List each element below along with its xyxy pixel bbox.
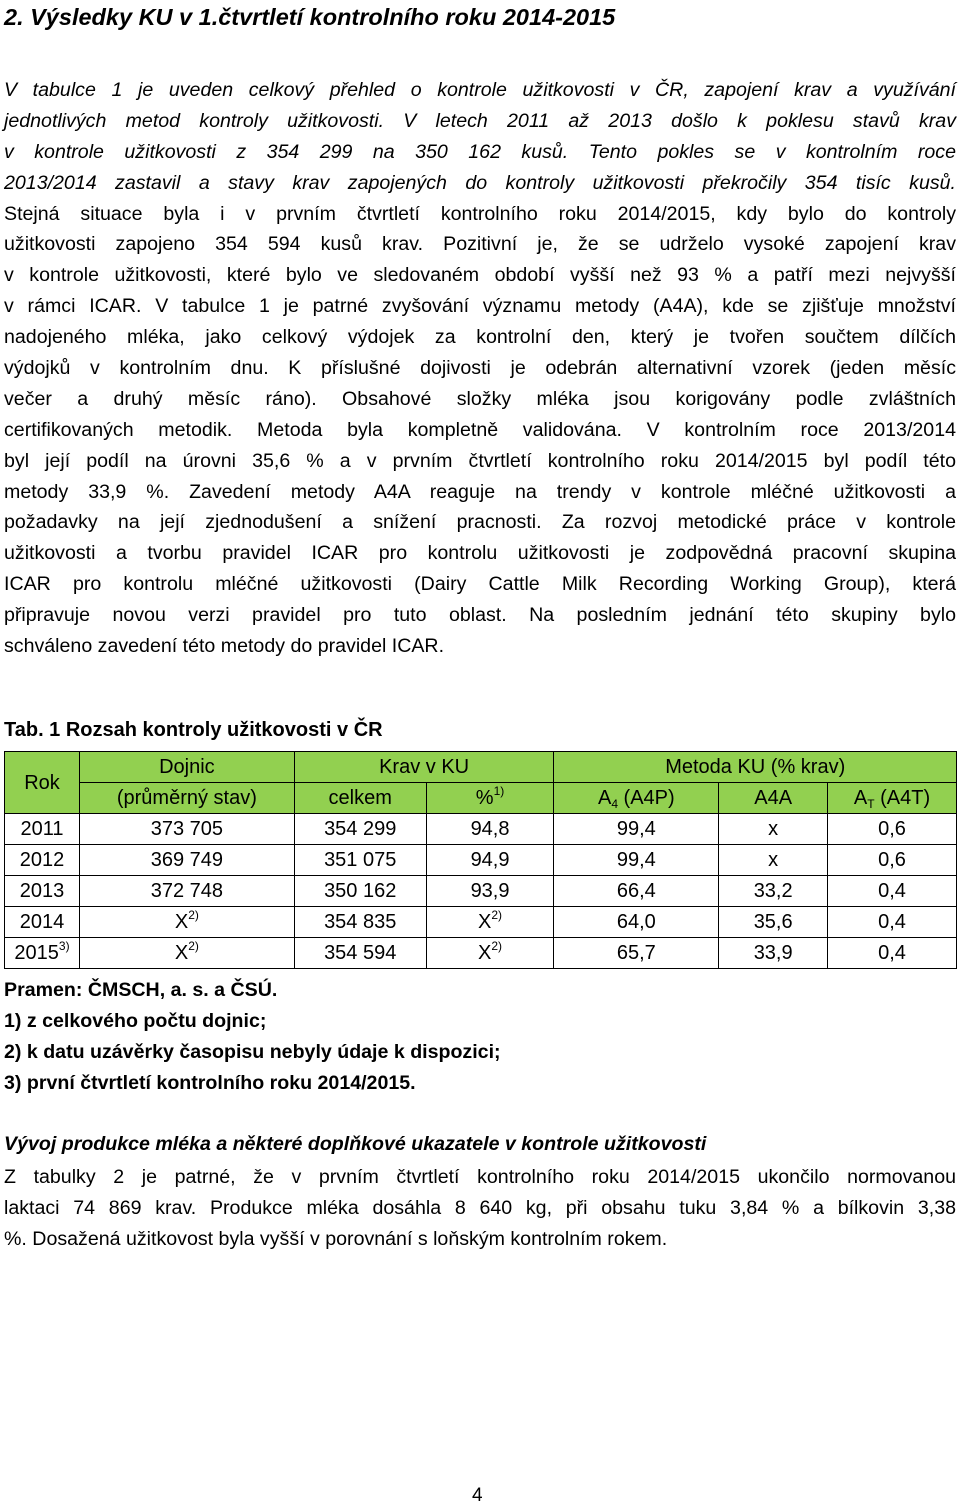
- cell-a4a: [719, 845, 828, 876]
- paragraph-line: Z tabulky 2 je patrné, že v prvním čtvrtletí kontrolního roku 2014/2015 ukončilo normovanou: [4, 1166, 956, 1188]
- paragraph-line: výdojků v kontrolním dnu. K příslušné dojivosti je odebrán alternativní vzorek (jeden měsíc: [4, 357, 956, 380]
- header-a4t-sub: T: [867, 797, 875, 811]
- paragraph-line: ICAR pro kontrolu mléčné užitkovosti (Dairy Cattle Milk Recording Working Group), která: [4, 573, 956, 596]
- cell-celkem-value: 354 594: [324, 942, 397, 964]
- cell-a4t: [828, 845, 957, 876]
- cell-dojnic: [79, 876, 294, 907]
- paragraph-line: %. Dosažená užitkovost byla vyšší v porovnání s loňským kontrolním rokem.: [4, 1227, 668, 1250]
- cell-dojnic: [79, 938, 294, 969]
- cell-a4p: [554, 814, 719, 845]
- section2-heading: Vývoj produkce mléka a některé doplňkové ukazatele v kontrole užitkovosti: [4, 1133, 707, 1155]
- cell-dojnic-value: 369 749: [150, 849, 224, 871]
- cell-rok: [5, 876, 80, 907]
- cell-rok: [5, 814, 80, 845]
- paragraph-line: schváleno zavedení této metody do pravidel ICAR.: [4, 635, 445, 658]
- cell-a4a-value: x: [768, 849, 779, 871]
- paragraph-line: připravuje novou verzi pravidel pro tuto oblast. Na posledním jednání této skupiny bylo: [4, 604, 956, 627]
- table-subheader-row: [5, 783, 957, 814]
- table-row: [5, 845, 957, 876]
- cell-a4p-value: 99,4: [616, 849, 656, 871]
- cell-a4a-value: x: [768, 818, 779, 840]
- cell-celkem: [294, 876, 426, 907]
- cell-rok-value: 2015: [14, 942, 59, 964]
- cell-a4p: [554, 876, 719, 907]
- header-dojnic: Dojnic: [79, 752, 294, 783]
- footnote-ref: 2): [491, 939, 503, 953]
- cell-pct: [426, 845, 554, 876]
- table-header-row: [5, 752, 957, 783]
- paragraph-line: 2013/2014 zastavil a stavy krav zapojených do kontroly užitkovosti překročily 354 tisíc kusů.: [4, 171, 956, 194]
- cell-pct-value: X: [478, 942, 492, 964]
- cell-a4a: [719, 907, 828, 938]
- table-row: [5, 814, 957, 845]
- cell-a4t-value: 0,4: [878, 911, 906, 933]
- footnote-ref: 2): [188, 908, 199, 922]
- cell-a4t: [828, 938, 957, 969]
- cell-dojnic: [79, 845, 294, 876]
- header-krav-v-ku: Krav v KU: [294, 752, 554, 783]
- cell-a4p: [554, 907, 719, 938]
- table-caption: Tab. 1 Rozsah kontroly užitkovosti v ČR: [4, 719, 383, 741]
- cell-celkem-value: 350 162: [324, 880, 397, 902]
- paragraph-line: metody 33,9 %. Zavedení metody A4A reaguje na trendy v kontrole mléčné užitkovosti a: [4, 480, 956, 503]
- footnote-ref: 2): [188, 939, 199, 953]
- paragraph-line: v kontrole užitkovosti z 354 299 na 350 162 kusů. Tento pokles se v kontrolním roce: [4, 140, 956, 163]
- cell-a4p: [554, 938, 719, 969]
- cell-rok: [5, 845, 80, 876]
- header-prumerny-stav: (průměrný stav): [79, 783, 294, 814]
- intro-paragraph: [4, 75, 956, 662]
- paragraph-line: užitkovosti zapojeno 354 594 kusů krav. Pozitivní je, že se udrželo vysoké zapojení krav: [4, 233, 956, 256]
- cell-pct: [426, 907, 554, 938]
- cell-pct: [426, 814, 554, 845]
- cell-pct-value: X: [478, 911, 492, 933]
- cell-pct: [426, 938, 554, 969]
- cell-celkem-value: 354 835: [324, 911, 397, 933]
- cell-pct: [426, 876, 554, 907]
- cell-dojnic-value: X: [174, 911, 189, 933]
- footnote-ref: 1): [493, 784, 505, 798]
- ku-table: [4, 751, 957, 969]
- footnote-ref: 2): [491, 908, 503, 922]
- cell-rok: [5, 938, 80, 969]
- header-a4a: A4A: [719, 783, 828, 814]
- cell-rok-value: 2013: [19, 880, 65, 902]
- cell-a4t-value: 0,4: [878, 942, 906, 964]
- header-a4t-tail: (A4T): [874, 787, 931, 809]
- cell-celkem: [294, 907, 426, 938]
- cell-dojnic-value: 373 705: [150, 818, 224, 840]
- cell-pct-value: 94,9: [470, 849, 510, 871]
- paragraph-line: večer a druhý měsíc ráno). Obsahové složky mléka jsou korigovány podle zvláštních: [4, 387, 956, 410]
- footnote-3: 3) první čtvrtletí kontrolního roku 2014/2015.: [4, 1072, 416, 1094]
- cell-rok: [5, 907, 80, 938]
- cell-a4t: [828, 814, 957, 845]
- cell-a4a: [719, 814, 828, 845]
- cell-dojnic-value: X: [174, 942, 189, 964]
- cell-celkem-value: 354 299: [324, 818, 397, 840]
- paragraph-line: jednotlivých metod kontroly užitkovosti. V letech 2011 až 2013 došlo k poklesu stavů krav: [4, 109, 956, 132]
- header-a4p: [554, 783, 719, 814]
- header-a4p-sub: 4: [611, 797, 618, 811]
- cell-a4t-value: 0,6: [878, 849, 906, 871]
- cell-pct-value: 94,8: [470, 818, 510, 840]
- cell-a4t: [828, 907, 957, 938]
- cell-a4t: [828, 876, 957, 907]
- cell-a4p-value: 99,4: [616, 818, 656, 840]
- page-number: 4: [472, 1485, 483, 1506]
- paragraph-line: laktaci 74 869 krav. Produkce mléka dosáhla 8 640 kg, při obsahu tuku 3,84 % a bílkovin 3,38: [4, 1196, 956, 1219]
- cell-dojnic: [79, 907, 294, 938]
- header-a4t: [828, 783, 957, 814]
- paragraph-line: certifikovaných metodik. Metoda byla kompletně validována. V kontrolním roce 2013/2014: [4, 418, 956, 441]
- header-percent-label: %: [475, 787, 494, 809]
- cell-a4a: [719, 876, 828, 907]
- table-row: [5, 938, 957, 969]
- cell-rok-value: 2011: [20, 818, 64, 840]
- paragraph-line: byl její podíl na úrovni 35,6 % a v prvním čtvrtletí kontrolního roku 2014/2015 byl podíl této: [4, 449, 956, 472]
- cell-dojnic: [79, 814, 294, 845]
- cell-celkem: [294, 845, 426, 876]
- footnote-2: 2) k datu uzávěrky časopisu nebyly údaje k dispozici;: [4, 1041, 501, 1063]
- cell-a4a-value: 33,2: [753, 880, 793, 902]
- paragraph-line: v rámci ICAR. V tabulce 1 je patrné zvyšování významu metody (A4A), kde se zjišťuje množství: [4, 295, 956, 318]
- cell-a4a-value: 33,9: [753, 942, 793, 964]
- cell-a4a: [719, 938, 828, 969]
- paragraph-line: Stejná situace byla i v prvním čtvrtletí kontrolního roku 2014/2015, kdy bylo do kontroly: [4, 202, 956, 225]
- cell-a4p-value: 66,4: [616, 880, 656, 902]
- header-percent: [426, 783, 554, 814]
- cell-a4t-value: 0,4: [878, 880, 906, 902]
- header-a4p-tail: (A4P): [618, 787, 675, 809]
- header-metoda-ku: Metoda KU (% krav): [554, 752, 957, 783]
- paragraph-line: užitkovosti a tvorbu pravidel ICAR pro kontrolu užitkovosti je zodpovědná pracovní skupina: [4, 542, 956, 565]
- cell-celkem-value: 351 075: [324, 849, 397, 871]
- header-a4p-base: A: [597, 787, 612, 809]
- footnote-1: 1) z celkového počtu dojnic;: [4, 1010, 267, 1032]
- cell-a4p-value: 65,7: [616, 942, 656, 964]
- cell-rok-value: 2012: [19, 849, 65, 871]
- paragraph-line: požadavky na její zjednodušení a snížení pracnosti. Za rozvoj metodické práce v kontrole: [4, 511, 956, 534]
- table-source: Pramen: ČMSCH, a. s. a ČSÚ.: [4, 979, 278, 1001]
- cell-a4t-value: 0,6: [878, 818, 906, 840]
- header-rok: Rok: [5, 752, 80, 814]
- paragraph-line: nadojeného mléka, jako celkový výdojek za kontrolní den, který je tvořen součtem dílčích: [4, 326, 956, 349]
- production-paragraph: [4, 1162, 956, 1255]
- paragraph-line: V tabulce 1 je uveden celkový přehled o kontrole užitkovosti v ČR, zapojení krav a využívání: [4, 79, 956, 101]
- cell-a4p-value: 64,0: [616, 911, 656, 933]
- cell-celkem: [294, 938, 426, 969]
- cell-dojnic-value: 372 748: [150, 880, 224, 902]
- table-row: [5, 876, 957, 907]
- cell-celkem: [294, 814, 426, 845]
- header-celkem: celkem: [294, 783, 426, 814]
- cell-rok-value: 2014: [19, 911, 65, 933]
- header-a4t-base: A: [853, 787, 868, 809]
- section-heading: 2. Výsledky KU v 1.čtvrtletí kontrolního roku 2014-2015: [4, 4, 616, 30]
- paragraph-line: v kontrole užitkovosti, které bylo ve sledovaném období vyšší než 93 % a patří mezi nejvyšší: [4, 264, 956, 287]
- footnote-ref: 3): [58, 939, 70, 953]
- table-row: [5, 907, 957, 938]
- cell-a4p: [554, 845, 719, 876]
- cell-pct-value: 93,9: [470, 880, 510, 902]
- cell-a4a-value: 35,6: [753, 911, 793, 933]
